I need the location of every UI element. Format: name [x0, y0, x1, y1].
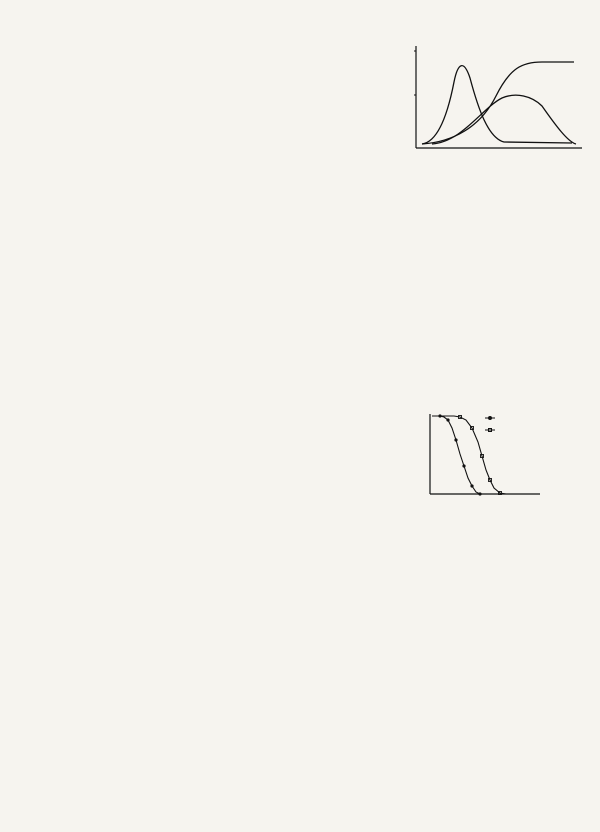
q6-mutant-curve — [432, 416, 506, 494]
q4-hormone-graph — [392, 38, 592, 168]
q6-survival-graph — [394, 408, 594, 512]
q4-auxin-curve — [422, 66, 572, 144]
q6-mutant-points — [459, 416, 502, 495]
q6-wildtype-curve — [432, 416, 480, 494]
q4-aba-curve — [432, 95, 576, 144]
q4-organic-matter-curve — [422, 62, 574, 144]
